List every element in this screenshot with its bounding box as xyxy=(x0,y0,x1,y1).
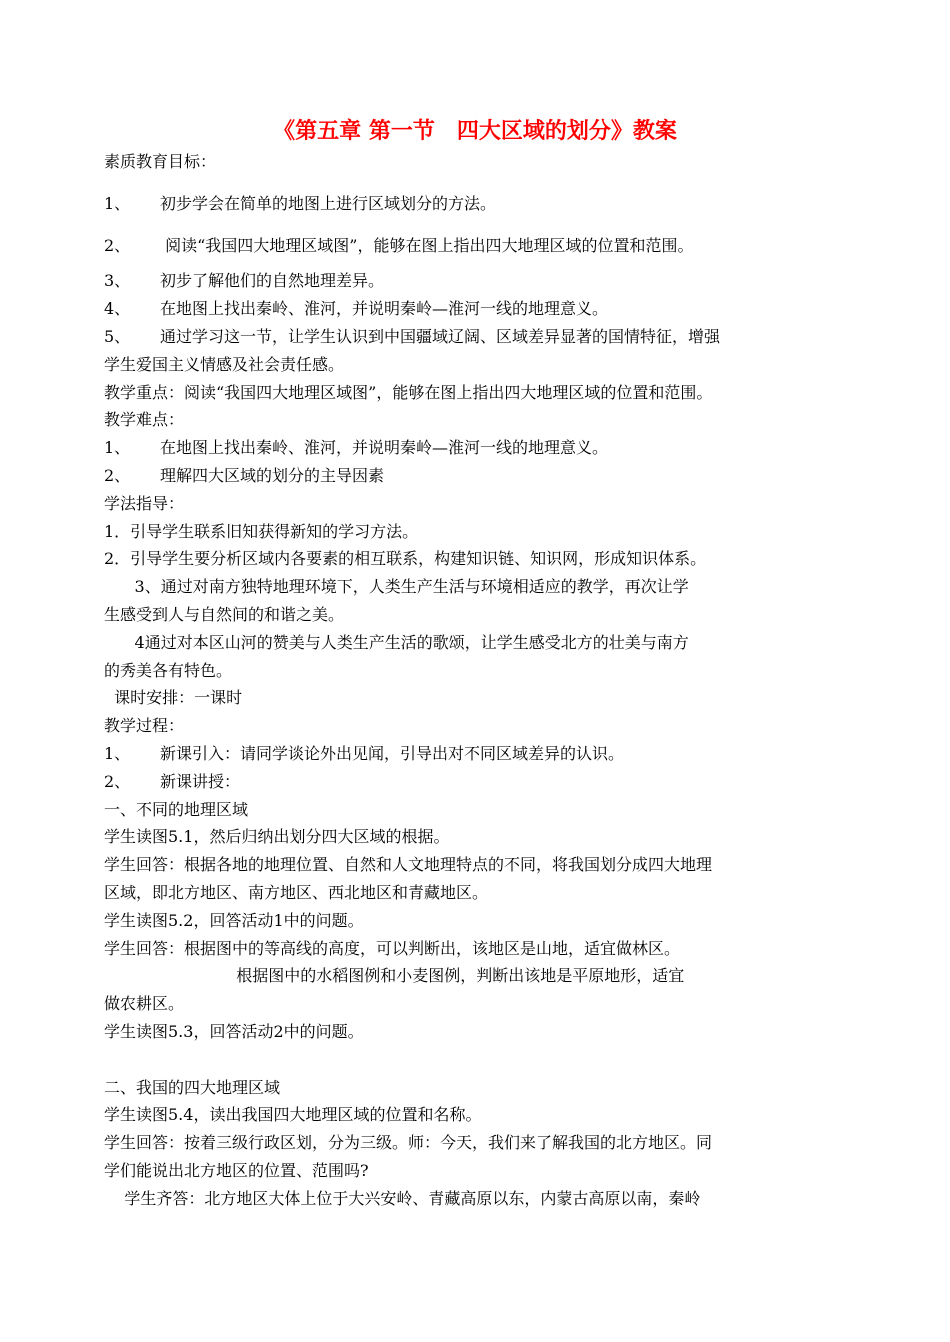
list-number: 1、 xyxy=(104,438,131,458)
text-line xyxy=(104,1129,850,1157)
text-line xyxy=(104,629,850,657)
text-line xyxy=(104,823,850,851)
text-line xyxy=(104,573,850,601)
line-text: 4通过对本区山河的赞美与人类生产生活的歌颂，让学生感受北方的壮美与南方 xyxy=(104,632,689,652)
text-line xyxy=(104,851,850,879)
list-number: 3、 xyxy=(104,271,131,291)
line-text: 在地图上找出秦岭、淮河，并说明秦岭—淮河一线的地理意义。 xyxy=(160,438,609,458)
text-line xyxy=(104,351,850,379)
text-line xyxy=(104,232,850,260)
document-title: 《第五章 第一节 四大区域的划分》教案 xyxy=(273,119,677,144)
line-text: 2．引导学生要分析区域内各要素的相互联系，构建知识链、知识网，形成知识体系。 xyxy=(104,549,707,569)
list-number: 2、 xyxy=(104,465,131,485)
list-number: 1、 xyxy=(104,743,131,763)
line-text: 通过学习这一节，让学生认识到中国疆域辽阔、区域差异显著的国情特征，增强 xyxy=(160,326,721,346)
line-text: 教学过程： xyxy=(104,716,185,736)
text-line xyxy=(104,545,850,573)
line-spacer xyxy=(104,176,850,190)
text-line xyxy=(104,990,850,1018)
text-line xyxy=(104,657,850,685)
text-line xyxy=(104,323,850,351)
text-line xyxy=(104,462,850,490)
line-text: 初步了解他们的自然地理差异。 xyxy=(160,271,385,291)
list-number: 1、 xyxy=(104,193,131,213)
line-text: 学生读图5.2，回答活动1中的问题。 xyxy=(104,910,364,930)
list-number: 5、 xyxy=(104,326,131,346)
text-line xyxy=(104,601,850,629)
text-line xyxy=(104,1101,850,1129)
line-text: 新课引入：请同学谈论外出见闻，引导出对不同区域差异的认识。 xyxy=(160,743,625,763)
text-line xyxy=(104,712,850,740)
line-text: 学生读图5.3，回答活动2中的问题。 xyxy=(104,1021,364,1041)
text-line xyxy=(104,148,850,176)
text-line xyxy=(104,295,850,323)
line-text: 学们能说出北方地区的位置、范围吗? xyxy=(104,1160,369,1180)
line-text: 学生回答：根据图中的等高线的高度，可以判断出，该地区是山地，适宜做林区。 xyxy=(104,938,681,958)
line-text: 阅读“我国四大地理区域图”，能够在图上指出四大地理区域的位置和范围。 xyxy=(160,235,694,255)
list-number: 2、 xyxy=(104,771,131,791)
line-text: 新课讲授： xyxy=(160,771,241,791)
list-number: 4、 xyxy=(104,299,131,319)
line-text: 学生齐答：北方地区大体上位于大兴安岭、青藏高原以东，内蒙古高原以南，秦岭 xyxy=(104,1188,701,1208)
line-text: 根据图中的水稻图例和小麦图例，判断出该地是平原地形，适宜 xyxy=(104,966,685,986)
line-text: 课时安排：一课时 xyxy=(104,688,243,708)
line-text: 学生读图5.1，然后归纳出划分四大区域的根据。 xyxy=(104,827,450,847)
text-line xyxy=(104,518,850,546)
line-text: 理解四大区域的划分的主导因素 xyxy=(160,465,385,485)
text-line xyxy=(104,490,850,518)
line-text: 教学难点： xyxy=(104,410,185,430)
line-text: 学法指导： xyxy=(104,493,185,513)
text-line xyxy=(104,796,850,824)
line-text: 素质教育目标： xyxy=(104,152,217,171)
line-text: 3、通过对南方独特地理环境下，人类生产生活与环境相适应的教学，再次让学 xyxy=(104,577,689,597)
line-text: 一、不同的地理区域 xyxy=(104,799,249,819)
line-text: 做农耕区。 xyxy=(104,994,185,1014)
text-line xyxy=(104,1074,850,1102)
text-line xyxy=(104,267,850,295)
text-line xyxy=(104,684,850,712)
line-text: 初步学会在简单的地图上进行区域划分的方法。 xyxy=(160,193,497,213)
line-text xyxy=(104,1050,109,1069)
line-text: 教学重点：阅读“我国四大地理区域图”，能够在图上指出四大地理区域的位置和范围。 xyxy=(104,382,713,402)
line-text: 学生读图5.4，读出我国四大地理区域的位置和名称。 xyxy=(104,1105,482,1125)
line-text: 学生回答：按着三级行政区划，分为三级。师：今天，我们来了解我国的北方地区。同 xyxy=(104,1133,713,1153)
line-text: 二、我国的四大地理区域 xyxy=(104,1077,281,1097)
document-body xyxy=(104,148,850,1212)
text-line xyxy=(104,406,850,434)
text-line xyxy=(104,190,850,218)
text-line xyxy=(104,907,850,935)
list-number: 2、 xyxy=(104,235,131,255)
text-line xyxy=(104,1018,850,1046)
text-line xyxy=(104,379,850,407)
line-text: 学生回答：根据各地的地理位置、自然和人文地理特点的不同，将我国划分成四大地理 xyxy=(104,855,713,875)
text-line xyxy=(104,434,850,462)
line-spacer xyxy=(104,259,850,267)
line-text: 1．引导学生联系旧知获得新知的学习方法。 xyxy=(104,521,419,541)
text-line xyxy=(104,879,850,907)
text-line xyxy=(104,962,850,990)
text-line xyxy=(104,1157,850,1185)
line-text: 在地图上找出秦岭、淮河，并说明秦岭—淮河一线的地理意义。 xyxy=(160,299,609,319)
text-line xyxy=(104,768,850,796)
text-line xyxy=(104,1185,850,1213)
text-line xyxy=(104,935,850,963)
line-text: 的秀美各有特色。 xyxy=(104,660,233,680)
text-line xyxy=(104,1046,850,1074)
line-text: 区域，即北方地区、南方地区、西北地区和青藏地区。 xyxy=(104,882,489,902)
line-text: 学生爱国主义情感及社会责任感。 xyxy=(104,354,345,374)
line-spacer xyxy=(104,218,850,232)
line-text: 生感受到人与自然间的和谐之美。 xyxy=(104,604,345,624)
text-line xyxy=(104,740,850,768)
